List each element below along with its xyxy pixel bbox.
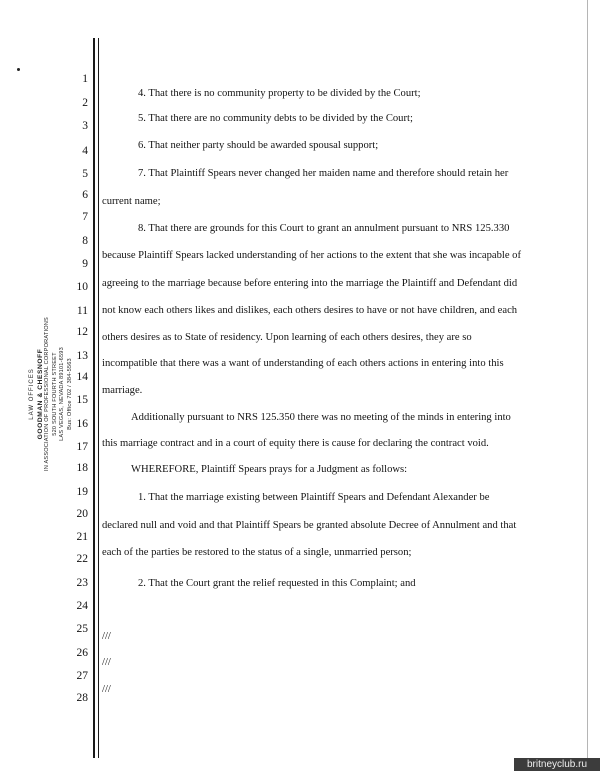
text-line: 2. That the Court grant the relief requested in this Complaint; and: [138, 578, 416, 589]
margin-rule-outer: [93, 38, 95, 758]
line-number: 3: [82, 120, 88, 132]
margin-rule-right: [587, 0, 588, 771]
text-line: this marriage contract and in a court of equity there is cause for declaring the contract void.: [102, 438, 489, 449]
line-number: 27: [76, 670, 88, 682]
firm-name: GOODMAN & CHESNOFF: [36, 348, 44, 440]
line-number: 12: [76, 326, 88, 338]
continuation-mark: ///: [102, 657, 111, 668]
line-number: 8: [82, 235, 88, 247]
firm-association: IN ASSOCIATION OF PROFESSIONAL CORPORATIONS: [44, 317, 51, 471]
text-line: 8. That there are grounds for this Court to grant an annulment pursuant to NRS 125.330: [138, 223, 510, 234]
text-line: current name;: [102, 196, 161, 207]
text-line: 1. That the marriage existing between Plaintiff Spears and Defendant Alexander be: [138, 492, 490, 503]
text-line: not know each others likes and dislikes, each others desires to have or not have children, and each: [102, 305, 518, 316]
firm-phone: Bus: Office 702 / 384-5563: [67, 358, 74, 430]
line-number: 11: [76, 305, 88, 317]
text-line: 5. That there are no community debts to be divided by the Court;: [138, 113, 413, 124]
text-line: 7. That Plaintiff Spears never changed her maiden name and therefore should retain her: [138, 168, 509, 179]
line-number: 10: [76, 281, 88, 293]
line-number: 26: [76, 647, 88, 659]
text-line: 4. That there is no community property to be divided by the Court;: [138, 88, 421, 99]
line-number: 17: [76, 441, 88, 453]
text-line: marriage.: [102, 385, 143, 396]
firm-street: 520 SOUTH FOURTH STREET: [52, 352, 58, 436]
text-line: agreeing to the marriage because before entering into the marriage the Plaintiff and Defendant did: [102, 278, 518, 289]
text-line: each of the parties be restored to the status of a single, unmarried person;: [102, 547, 412, 558]
scan-speck: [17, 68, 20, 71]
line-number: 21: [76, 531, 88, 543]
line-number: 14: [76, 371, 88, 383]
line-number: 4: [82, 145, 88, 157]
line-number: 15: [76, 394, 88, 406]
line-number: 13: [76, 350, 88, 362]
text-line: incompatible that there was a want of understanding of each others actions in entering into this: [102, 358, 504, 369]
line-number: 25: [76, 623, 88, 635]
line-number: 18: [76, 462, 88, 474]
text-line: WHEREFORE, Plaintiff Spears prays for a Judgment as follows:: [131, 464, 408, 475]
text-line: others desires as to State of residency. Upon learning of each others desires, they are so: [102, 332, 472, 343]
text-line: declared null and void and that Plaintiff Spears be granted absolute Decree of Annulment and that: [102, 520, 517, 531]
line-number: 28: [76, 692, 88, 704]
line-number: 16: [76, 418, 88, 430]
firm-city: LAS VEGAS, NEVADA 89101-6593: [59, 347, 66, 441]
line-number: 23: [76, 577, 88, 589]
line-number: 7: [82, 211, 88, 223]
text-line: 6. That neither party should be awarded spousal support;: [138, 140, 379, 151]
line-number: 9: [82, 258, 88, 270]
line-number: 5: [82, 168, 88, 180]
line-number: 20: [76, 508, 88, 520]
line-number: 6: [82, 189, 88, 201]
line-number: 19: [76, 486, 88, 498]
line-number: 2: [82, 97, 88, 109]
continuation-mark: ///: [102, 631, 111, 642]
firm-heading: LAW OFFICES: [29, 368, 36, 420]
text-line: Additionally pursuant to NRS 125.350 there was no meeting of the minds in entering into: [131, 412, 511, 423]
line-number: 24: [76, 600, 88, 612]
line-number: 1: [82, 73, 88, 85]
line-number: 22: [76, 553, 88, 565]
site-watermark: britneyclub.ru: [514, 758, 600, 771]
margin-rule-inner: [98, 38, 99, 758]
continuation-mark: ///: [102, 684, 111, 695]
text-line: because Plaintiff Spears lacked understanding of her actions to the extent that she was incapable of: [102, 250, 522, 261]
